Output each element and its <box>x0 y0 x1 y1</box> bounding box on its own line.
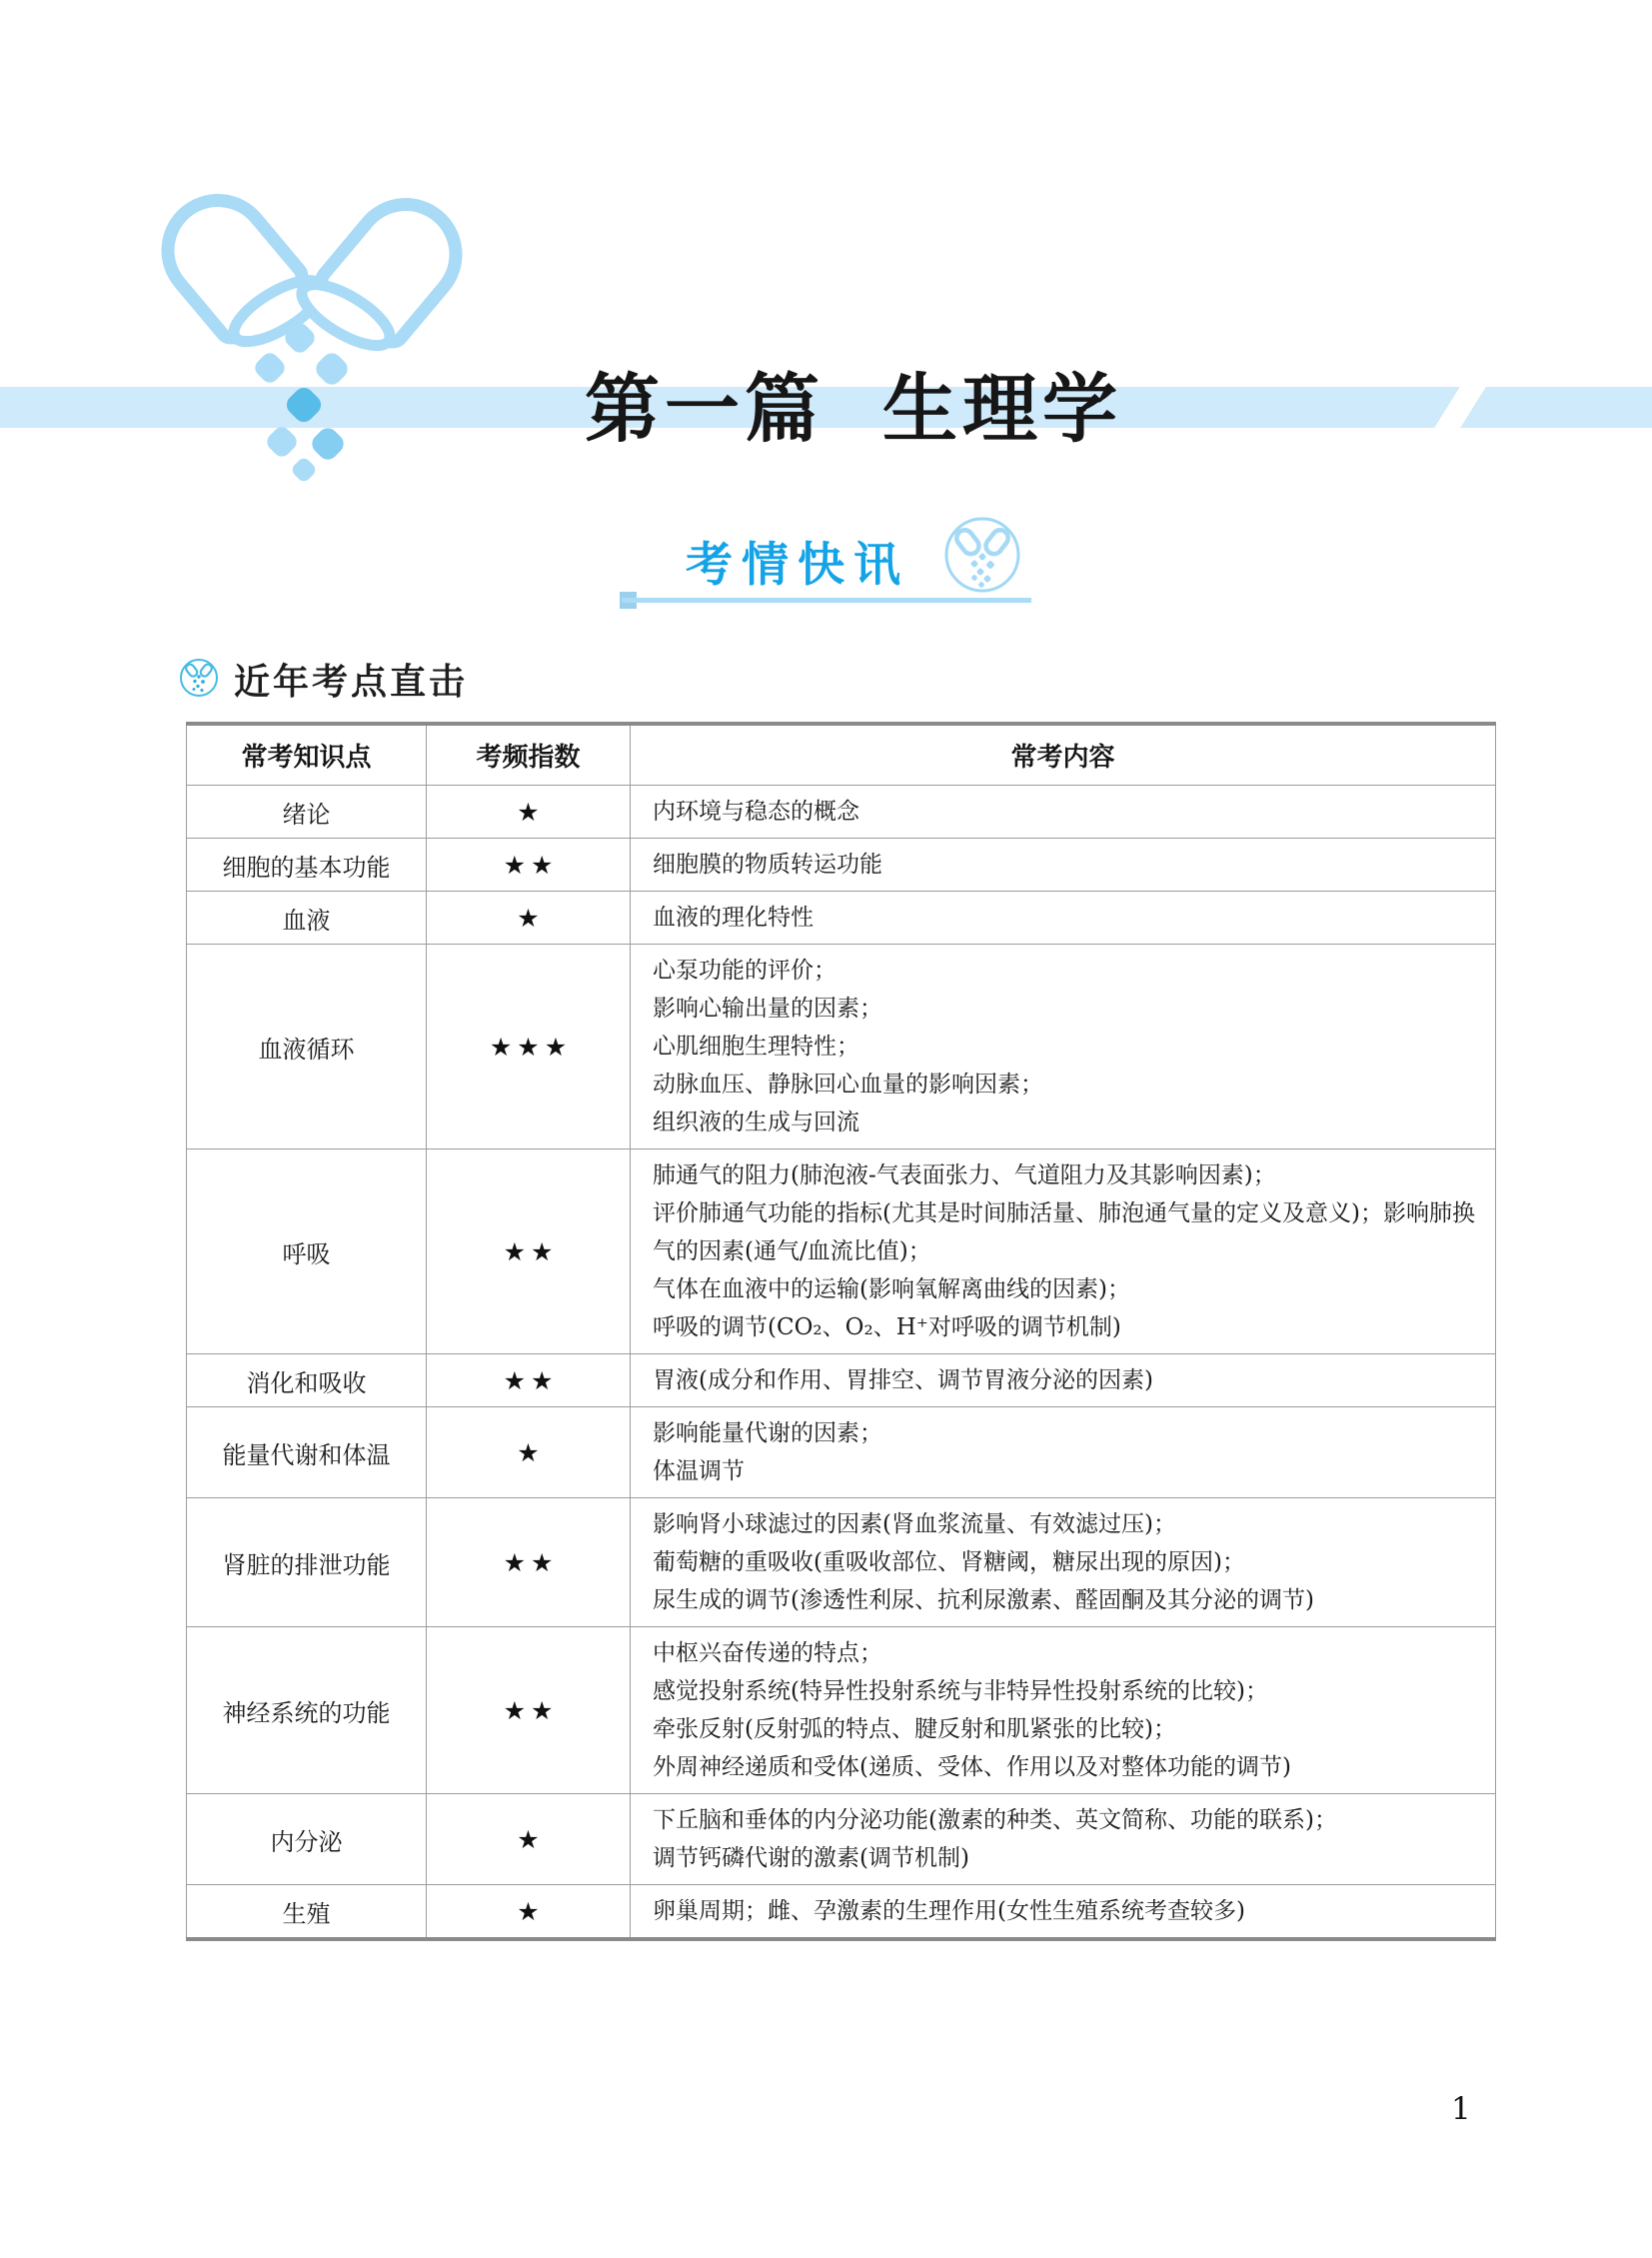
droplets <box>252 320 352 485</box>
content-line: 心肌细胞生理特性； <box>653 1034 859 1060</box>
header-frequency-index: 考频指数 <box>427 724 631 786</box>
header-common-content: 常考内容 <box>631 724 1496 786</box>
table-row <box>187 1885 1496 1940</box>
content-line: 感觉投射系统(特异性投射系统与非特异性投射系统的比较)； <box>653 1678 1268 1704</box>
page-number: 1 <box>1451 2091 1471 2127</box>
content-line: 影响肾小球滤过的因素(肾血浆流量、有效滤过压)； <box>653 1511 1176 1537</box>
content-line: 影响心输出量的因素； <box>653 996 882 1022</box>
table-row <box>187 1354 1496 1407</box>
table-row <box>187 945 1496 1149</box>
content-line: 胃液(成分和作用、胃排空、调节胃液分泌的因素) <box>653 1367 1153 1393</box>
table-row <box>187 892 1496 945</box>
content-line: 动脉血压、静脉回心血量的影响因素； <box>653 1072 1043 1098</box>
knowledge-point-cell: 能量代谢和体温 <box>187 1407 427 1498</box>
header-knowledge-point: 常考知识点 <box>187 724 427 786</box>
frequency-stars-cell: ★ <box>427 786 631 839</box>
frequency-stars-cell: ★★ <box>427 839 631 892</box>
frequency-stars-cell: ★ <box>427 1885 631 1940</box>
content-line: 心泵功能的评价； <box>653 958 836 984</box>
knowledge-point-cell: 肾脏的排泄功能 <box>187 1498 427 1627</box>
content-line: 呼吸的调节(CO₂、O₂、H⁺对呼吸的调节机制) <box>653 1314 1121 1340</box>
frequency-stars-cell: ★★ <box>427 1498 631 1627</box>
content-line: 组织液的生成与回流 <box>653 1110 859 1135</box>
exam-points-table-wrap <box>186 722 1495 1941</box>
page-title <box>585 350 1122 457</box>
knowledge-point-cell: 血液循环 <box>187 945 427 1149</box>
knowledge-point-cell: 神经系统的功能 <box>187 1627 427 1794</box>
content-line: 评价肺通气功能的指标(尤其是时间肺活量、肺泡通气量的定义及意义)；影响肺换气的因素(通气/血流比值)； <box>653 1200 1475 1264</box>
table-row <box>187 1794 1496 1885</box>
capsule-circle-icon-small <box>178 657 220 699</box>
part-label: 第一篇 <box>585 367 826 451</box>
content-line: 卵巢周期；雌、孕激素的生理作用(女性生殖系统考查较多) <box>653 1898 1245 1924</box>
knowledge-point-cell: 细胞的基本功能 <box>187 839 427 892</box>
content-line: 葡萄糖的重吸收(重吸收部位、肾糖阈，糖尿出现的原因)； <box>653 1549 1245 1575</box>
common-content-cell <box>631 839 1496 892</box>
table-row <box>187 1149 1496 1354</box>
content-line: 气体在血液中的运输(影响氧解离曲线的因素)； <box>653 1276 1130 1302</box>
common-content-cell <box>631 1627 1496 1794</box>
content-line: 体温调节 <box>653 1458 745 1484</box>
table-row <box>187 839 1496 892</box>
frequency-stars-cell: ★★ <box>427 1354 631 1407</box>
subsection-title: 近年考点直击 <box>234 661 469 702</box>
frequency-stars-cell: ★★ <box>427 1149 631 1354</box>
common-content-cell <box>631 1885 1496 1940</box>
capsules-decoration-icon <box>148 192 478 492</box>
section-title: 考情快讯 <box>686 538 909 591</box>
common-content-cell <box>631 1407 1496 1498</box>
frequency-stars-cell: ★ <box>427 892 631 945</box>
frequency-stars-cell: ★ <box>427 1407 631 1498</box>
content-line: 下丘脑和垂体的内分泌功能(激素的种类、英文简称、功能的联系)； <box>653 1807 1337 1833</box>
common-content-cell <box>631 1498 1496 1627</box>
common-content-cell <box>631 1149 1496 1354</box>
content-line: 外周神经递质和受体(递质、受体、作用以及对整体功能的调节) <box>653 1754 1291 1780</box>
band-slash-decoration <box>1433 385 1487 430</box>
table-body <box>187 786 1496 1940</box>
table-row <box>187 1407 1496 1498</box>
common-content-cell <box>631 1794 1496 1885</box>
common-content-cell <box>631 945 1496 1149</box>
frequency-stars-cell: ★★★ <box>427 945 631 1149</box>
common-content-cell <box>631 892 1496 945</box>
content-line: 尿生成的调节(渗透性利尿、抗利尿激素、醛固酮及其分泌的调节) <box>653 1587 1314 1613</box>
content-line: 细胞膜的物质转运功能 <box>653 852 882 878</box>
frequency-stars-cell: ★ <box>427 1794 631 1885</box>
content-line: 肺通气的阻力(肺泡液-气表面张力、气道阻力及其影响因素)； <box>653 1162 1276 1188</box>
content-line: 调节钙磷代谢的激素(调节机制) <box>653 1845 969 1871</box>
knowledge-point-cell: 血液 <box>187 892 427 945</box>
knowledge-point-cell: 消化和吸收 <box>187 1354 427 1407</box>
table-header-row <box>187 724 1496 786</box>
capsule-circle-icon <box>940 515 1024 599</box>
content-line: 影响能量代谢的因素； <box>653 1420 882 1446</box>
common-content-cell <box>631 786 1496 839</box>
table-row <box>187 786 1496 839</box>
content-line: 内环境与稳态的概念 <box>653 799 859 825</box>
frequency-stars-cell: ★★ <box>427 1627 631 1794</box>
knowledge-point-cell: 内分泌 <box>187 1794 427 1885</box>
content-line: 中枢兴奋传递的特点； <box>653 1640 882 1666</box>
subject-label: 生理学 <box>882 367 1123 451</box>
section-underline <box>622 598 1031 603</box>
table-row <box>187 1627 1496 1794</box>
knowledge-point-cell: 绪论 <box>187 786 427 839</box>
knowledge-point-cell: 呼吸 <box>187 1149 427 1354</box>
knowledge-point-cell: 生殖 <box>187 1885 427 1940</box>
content-line: 牵张反射(反射弧的特点、腱反射和肌紧张的比较)； <box>653 1716 1176 1742</box>
common-content-cell <box>631 1354 1496 1407</box>
table-row <box>187 1498 1496 1627</box>
content-line: 血液的理化特性 <box>653 905 814 931</box>
exam-points-table <box>186 722 1496 1941</box>
